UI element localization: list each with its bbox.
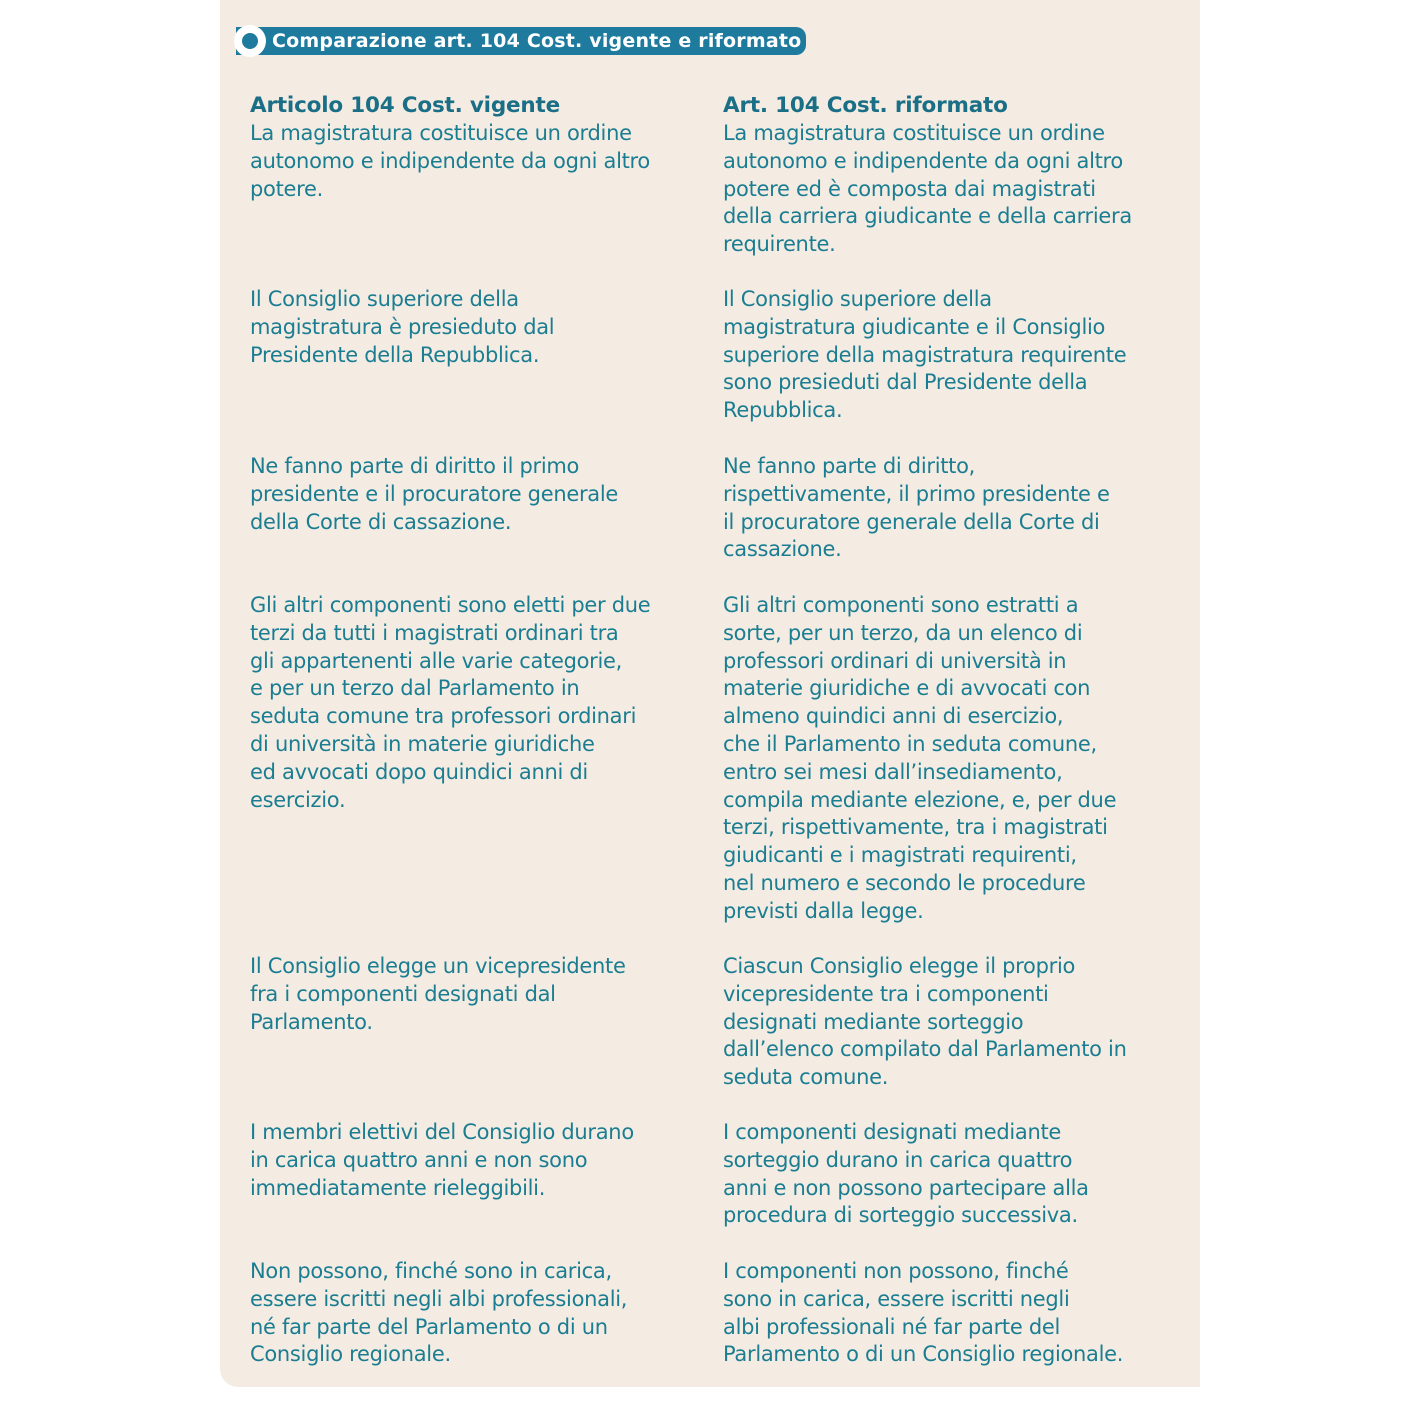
- bullet-dot: [242, 33, 258, 49]
- column-heading-reformed: Art. 104 Cost. riformato: [723, 93, 1008, 118]
- current-paragraph-2: Il Consiglio superiore della magistratura è presieduto dal Presidente della Repubblica.: [250, 287, 555, 367]
- reformed-paragraph-1: La magistratura costituisce un ordine autonomo e indipendente da ogni altro potere ed è composta dai magistrati della carriera giudicante e della carriera requirente.: [723, 121, 1132, 257]
- bullet-circle-icon: [234, 25, 266, 57]
- current-paragraph-3: Ne fanno parte di diritto il primo presidente e il procuratore generale della Corte di cassazione.: [250, 454, 619, 534]
- section-title: Comparazione art. 104 Cost. vigente e riformato: [272, 30, 802, 52]
- column-heading-current: Articolo 104 Cost. vigente: [250, 93, 560, 118]
- current-paragraph-7: Non possono, finché sono in carica, essere iscritti negli albi professionali, né far parte del Parlamento o di un Consiglio regionale.: [250, 1259, 628, 1367]
- reformed-paragraph-7: I componenti non possono, finché sono in carica, essere iscritti negli albi professionali né far parte del Parlamento o di un Consiglio regionale.: [723, 1259, 1124, 1367]
- section-title-banner: [236, 27, 806, 55]
- current-paragraph-5: Il Consiglio elegge un vicepresidente fra i componenti designati dal Parlamento.: [250, 954, 626, 1034]
- reformed-paragraph-3: Ne fanno parte di diritto, rispettivamente, il primo presidente e il procuratore generale della Corte di cassazione.: [723, 454, 1110, 562]
- reformed-paragraph-4: Gli altri componenti sono estratti a sorte, per un terzo, da un elenco di professori ordinari di università in materie giuridiche e di avvocati con almeno quindici anni di esercizio, che il Parlamento in seduta comune, entro sei mesi dall’insediamento, compila mediante elezione, e, per due terzi, rispettivamente, tra i magistrati giudicanti e i magistrati requirenti, nel numero e secondo le procedure previsti dalla legge.: [723, 593, 1117, 923]
- current-paragraph-6: I membri elettivi del Consiglio durano in carica quattro anni e non sono immediatamente rieleggibili.: [250, 1120, 634, 1200]
- reformed-paragraph-5: Ciascun Consiglio elegge il proprio vicepresidente tra i componenti designati mediante sorteggio dall’elenco compilato dal Parlamento in seduta comune.: [723, 954, 1127, 1090]
- reformed-paragraph-2: Il Consiglio superiore della magistratura giudicante e il Consiglio superiore della magistratura requirente sono presieduti dal Presidente della Repubblica.: [723, 287, 1127, 423]
- column-current-article: [250, 92, 700, 120]
- current-paragraph-4: Gli altri componenti sono eletti per due terzi da tutti i magistrati ordinari tra gli appartenenti alle varie categorie, e per un terzo dal Parlamento in seduta comune tra professori ordinari di università in materie giuridiche ed avvocati dopo quindici anni di esercizio.: [250, 593, 651, 812]
- current-paragraph-1: La magistratura costituisce un ordine autonomo e indipendente da ogni altro potere.: [250, 121, 650, 201]
- reformed-paragraph-6: I componenti designati mediante sorteggio durano in carica quattro anni e non possono partecipare alla procedura di sorteggio successiva.: [723, 1120, 1089, 1228]
- column-reformed-article: [723, 92, 1183, 120]
